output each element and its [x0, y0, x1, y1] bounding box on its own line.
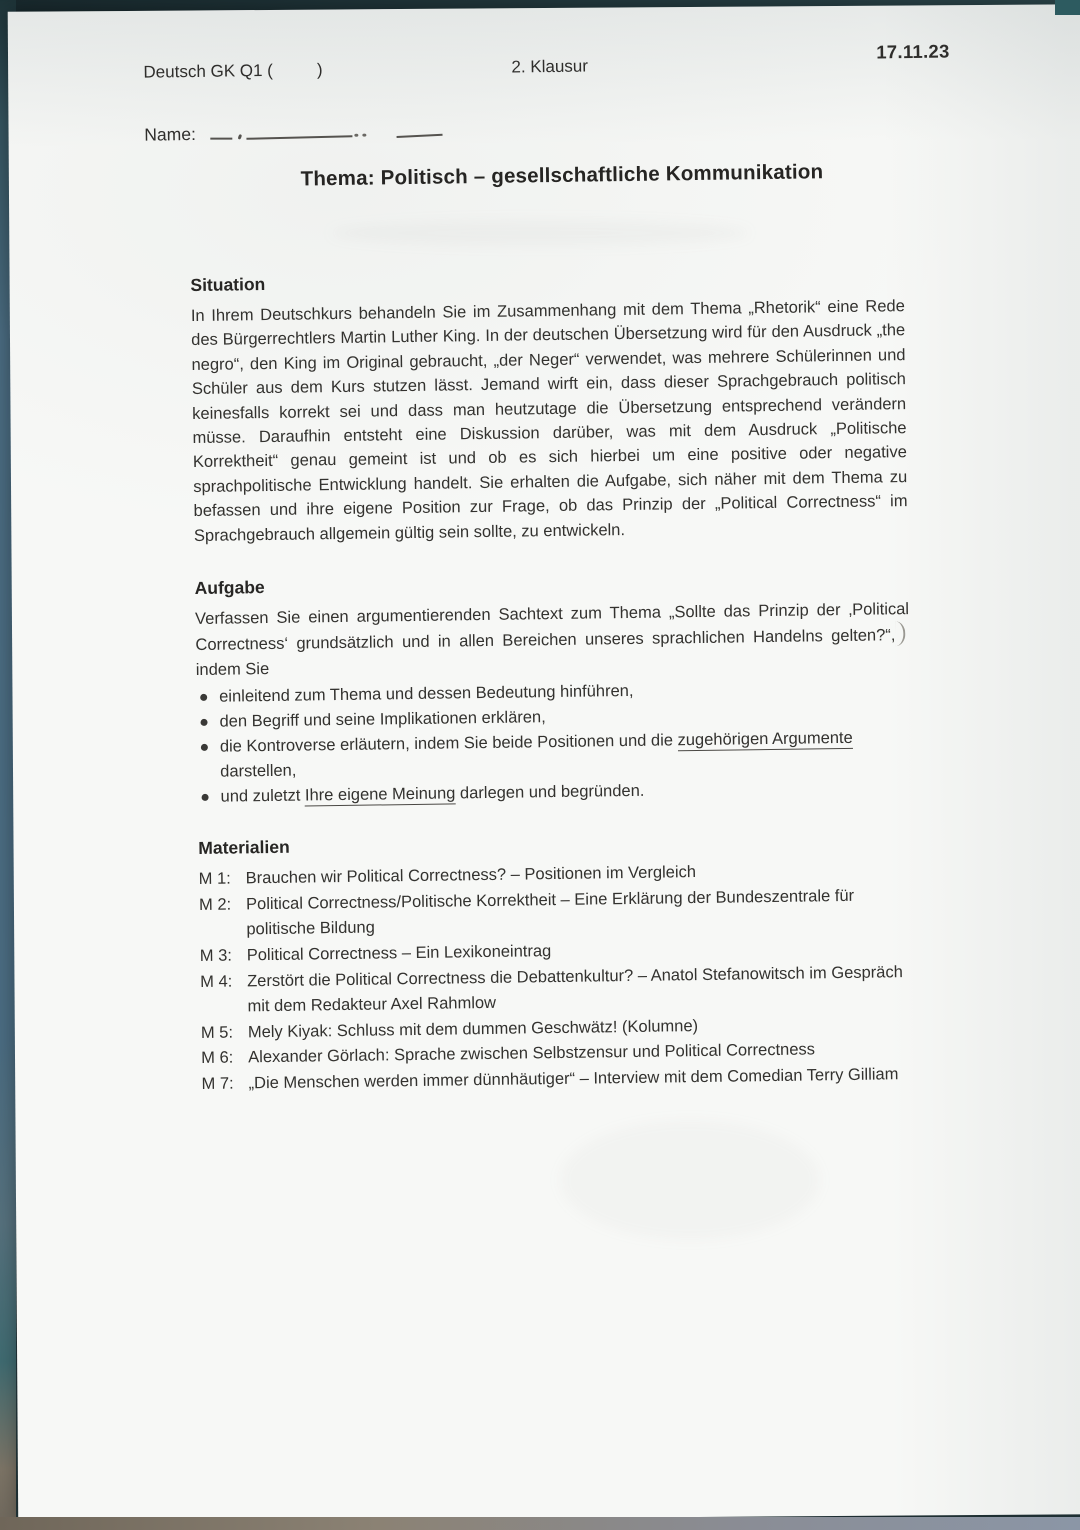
- material-text: Zerstört die Political Correctness die Debattenkultur? – Anatol Stefanowitsch im Gespräch mit dem Redakteur Axel Rahmlow: [247, 962, 903, 1016]
- situation-paragraph: In Ihrem Deutschkurs behandeln Sie im Zusammenhang mit dem Thema „Rhetorik“ eine Rede des Bürgerrechtlers Martin Luther King. In der deutschen Übersetzung wird für den Ausdruck „the negro“, den King im Original gebraucht, „der Neger“ verwendet, was mehrere Schülerinnen und Schüler aus dem Kurs stutzen lässt. Jemand wirft ein, dass dieser Sprachgebrauch politisch keinesfalls korrekt sei und dass man heutzutage die Übersetzung entsprechend verändern müsse. Daraufhin entsteht eine Diskussion darüber, was mit dem Ausdruck „Politische Korrektheit“ genau gemeint ist und ob es sich hierbei um eine positive oder negative sprachpolitische Entwicklung handelt. Sie erhalten die Aufgabe, sich näher mit dem Thema zu befassen und ihre eigene Position zur Frage, ob das Prinzip der „Political Correctness“ im Sprachgebrauch allgemein gültig sein sollte, zu entwickeln.: [190, 297, 908, 545]
- task-bullet-list: [200, 673, 1080, 810]
- scanner-bottom-band: [0, 1517, 1080, 1530]
- bullet-text: und zuletzt Ihre eigene Meinung darlegen und begründen.: [220, 782, 645, 806]
- bullet-dot: [202, 794, 209, 801]
- page-content: [6, 0, 1080, 1100]
- material-list: [199, 855, 1080, 1098]
- exam-number-label: 2. Klausur: [511, 56, 589, 77]
- scanner-corner-teal: [1055, 0, 1080, 15]
- aufgabe-intro-tail: indem Sie: [195, 659, 270, 679]
- bullet-dot: [201, 744, 208, 751]
- underlined-phrase: zugehörigen Argumente: [677, 729, 853, 750]
- bullet-text: einleitend zum Thema und dessen Bedeutung hinführen,: [219, 682, 634, 706]
- aufgabe-heading: Aufgabe: [194, 577, 265, 599]
- underlined-phrase: Ihre eigene Meinung: [304, 784, 456, 805]
- bullet-text: den Begriff und seine Implikationen erklären,: [219, 708, 546, 731]
- aufgabe-intro-text: Verfassen Sie einen argumentierenden Sachtext zum Thema „Sollte das Prinzip der ‚Political Correctness‘ grundsätzlich und in allen Bereichen unseres sprachlichen Handelns gelten?“,: [194, 600, 910, 655]
- handwritten-stroke: [396, 124, 443, 138]
- aufgabe-intro: [195, 597, 910, 682]
- material-text: Brauchen wir Political Correctness? – Positionen im Vergleich: [245, 863, 697, 888]
- materialien-heading: Materialien: [198, 836, 290, 859]
- material-text: Political Correctness – Ein Lexikoneintrag: [246, 942, 552, 965]
- name-blank-strokes: [211, 121, 443, 145]
- handwritten-stroke: [355, 134, 359, 137]
- date-label: 17.11.23: [876, 40, 950, 63]
- pencil-paren-mark: [895, 622, 905, 647]
- material-label: M 1:: [198, 869, 231, 889]
- situation-heading: Situation: [190, 274, 266, 296]
- course-blank-gap: [273, 75, 317, 76]
- handwritten-stroke: [363, 134, 367, 137]
- document-header: [143, 40, 1080, 89]
- material-text: „Die Menschen werden immer dünnhäutiger“ – Interview mit dem Comedian Terry Gilliam: [248, 1065, 899, 1093]
- material-label: M 3:: [199, 946, 233, 966]
- material-label: M 2:: [198, 895, 232, 914]
- material-text: Alexander Görlach: Sprache zwischen Selbstzensur und Political Correctness: [248, 1040, 816, 1067]
- handwritten-stroke: [247, 125, 353, 140]
- document-page: [8, 4, 1080, 1522]
- material-label: M 6:: [201, 1048, 234, 1068]
- course-label: [143, 60, 322, 82]
- bullet-dot: [200, 694, 207, 701]
- material-label: M 4:: [200, 972, 233, 991]
- material-label: M 5:: [200, 1023, 234, 1042]
- handwritten-stroke: [238, 134, 242, 140]
- material-label: M 7:: [201, 1074, 234, 1094]
- name-row: [144, 112, 1080, 146]
- material-text: Political Correctness/Politische Korrektheit – Eine Erklärung der Bundeszentrale für politische Bildung: [245, 886, 855, 939]
- name-label: Name:: [144, 123, 197, 145]
- page-title: Thema: Politisch – gesellschaftliche Kommunikation: [300, 160, 824, 191]
- bullet-dot: [200, 719, 207, 726]
- course-paren-close: ): [316, 60, 323, 80]
- course-text: Deutsch GK Q1 (: [143, 60, 274, 82]
- bullet-text: die Kontroverse erläutern, indem Sie beide Positionen und die zugehörigen Argumente darstellen,: [219, 729, 853, 781]
- material-text: Mely Kiyak: Schluss mit dem dummen Geschwätz! (Kolumne): [247, 1016, 699, 1042]
- handwritten-stroke: [211, 128, 233, 140]
